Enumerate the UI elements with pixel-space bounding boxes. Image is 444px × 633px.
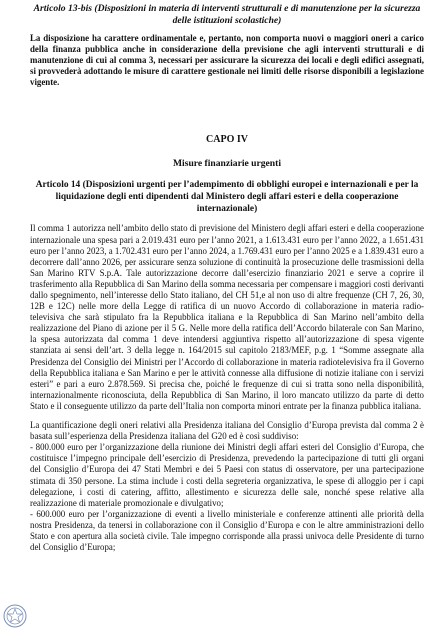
chapter-subtitle: Misure finanziarie urgenti <box>172 158 281 170</box>
article-14-item-2: - 600.000 euro per l’organizzazione di eventi a livello ministeriale e conferenze attinenti alle priorità della nostra Presidenza, da tenersi in collaborazione con il Consiglio d’Europa e con le altre amministrazioni dello Stato e con apertura alla società civile. Tale impegno corrisponde alla prassi univoca delle Presidente di turno del Consiglio d’Europa; <box>30 508 424 553</box>
article-13bis-text: La disposizione ha carattere ordinamentale e, pertanto, non comporta nuovi o maggiori oneri a carico della finanza pubblica anche in considerazione della previsione che agli interventi strutturali e di manutenzione di cui al comma 3, necessari per assicurare la sicurezza dei locali e degli edifici assegnati, si provvederà adottando le misure di carattere gestionale nei limiti delle risorse disponibili a legislazione vigente. <box>30 32 424 87</box>
article-14-title: Articolo 14 (Disposizioni urgenti per l’adempimento di obblighi europei e internazionali e per la liquidazione degli enti dipendenti dal Ministero degli affari esteri e della cooperazione internazionale) <box>35 180 419 214</box>
document-page <box>30 3 424 553</box>
article-14-item-1: - 800.000 euro per l’organizzazione della riunione dei Ministri degli affari esteri del Consiglio d’Europa, che costituisce l’impegno principale dell’esercizio di Presidenza, prevedendo la partecipazione di tutti gli organi del Consiglio d’Europa dei 47 Stati Membri e dei 5 Paesi con status di osservatore, per una partecipazione stimata di 350 persone. La stima include i costi della segreteria organizzativa, le spese di alloggio per i capi delegazione, i costi di catering, affitto, allestimento e sicurezza delle sale, nonché spese relative alla realizzazione di materiale promozionale e divulgativo; <box>30 442 424 508</box>
article-14-paragraph-1: Il comma 1 autorizza nell’ambito dello stato di previsione del Ministero degli affari esteri e della cooperazione internazionale una spesa pari a 2.019.431 euro per l’anno 2021, a 1.613.431 euro per l’anno 2022, a 1.651.431 euro per l’anno 2023, a 1.702.431 euro per l’anno 2024, a 1.769.431 euro per l’anno 2025 e a 1.839.431 euro a decorrere dall’anno 2026, per assicurare senza soluzione di continuità la prosecuzione delle trasmissioni della San Marino RTV S.p.A. Tale autorizzazione decorre dall’esercizio finanziario 2021 e serve a coprire il trasferimento alla Repubblica di San Marino della somma necessaria per compensare i maggiori costi derivanti dallo spegnimento, nell’interesse dello Stato italiano, del CH 51,e al non uso di altre frequenze (CH 7, 26, 30, 12B e 12C) nelle more della Legge di ratifica di un nuovo Accordo di collaborazione in materia radio-televisiva che sarà stipulato fra la Repubblica italiana e la Repubblica di San Marino nell’ambito della realizzazione del Piano di azione per il 5 G. Nelle more della ratifica dell’Accordo bilaterale con San Marino, la spesa autorizzata dal comma 1 deve intendersi aggiuntiva rispetto all’autorizzazione di spesa vigente stanziata ai sensi dell’art. 3 della legge n. 164/2015 sul capitolo 2183/MEF, p.g. 1 “Somme assegnate alla Presidenza del Consiglio dei Ministri per l’Accordo di collaborazione in materia radiotelevisiva fra il Governo della Repubblica italiana e San Marino e per le attività connesse alla diffusione di notizie italiane con i servizi esteri” e pari a euro 2.878.569. Si precisa che, poiché le frequenze di cui si tratta sono nella disponibilità, internazionalmente riconosciuta, della Repubblica di San Marino, il loro mancato utilizzo da parte di detto Stato e il conseguente utilizzo da parte dell’Italia non comporta minori entrate per la finanza pubblica italiana. <box>30 223 424 411</box>
chapter-title: CAPO IV <box>206 134 248 146</box>
seal-icon <box>3 604 27 628</box>
article-13bis-title: Articolo 13-bis (Disposizioni in materia di interventi strutturali e di manutenzione per la sicurezza delle istituzioni scolastiche) <box>33 3 421 26</box>
article-14-paragraph-2: La quantificazione degli oneri relativi alla Presidenza italiana del Consiglio d’Europa prevista dal comma 2 è basata sull’esperienza della Presidenza italiana del G20 ed è così suddiviso: <box>30 420 424 442</box>
